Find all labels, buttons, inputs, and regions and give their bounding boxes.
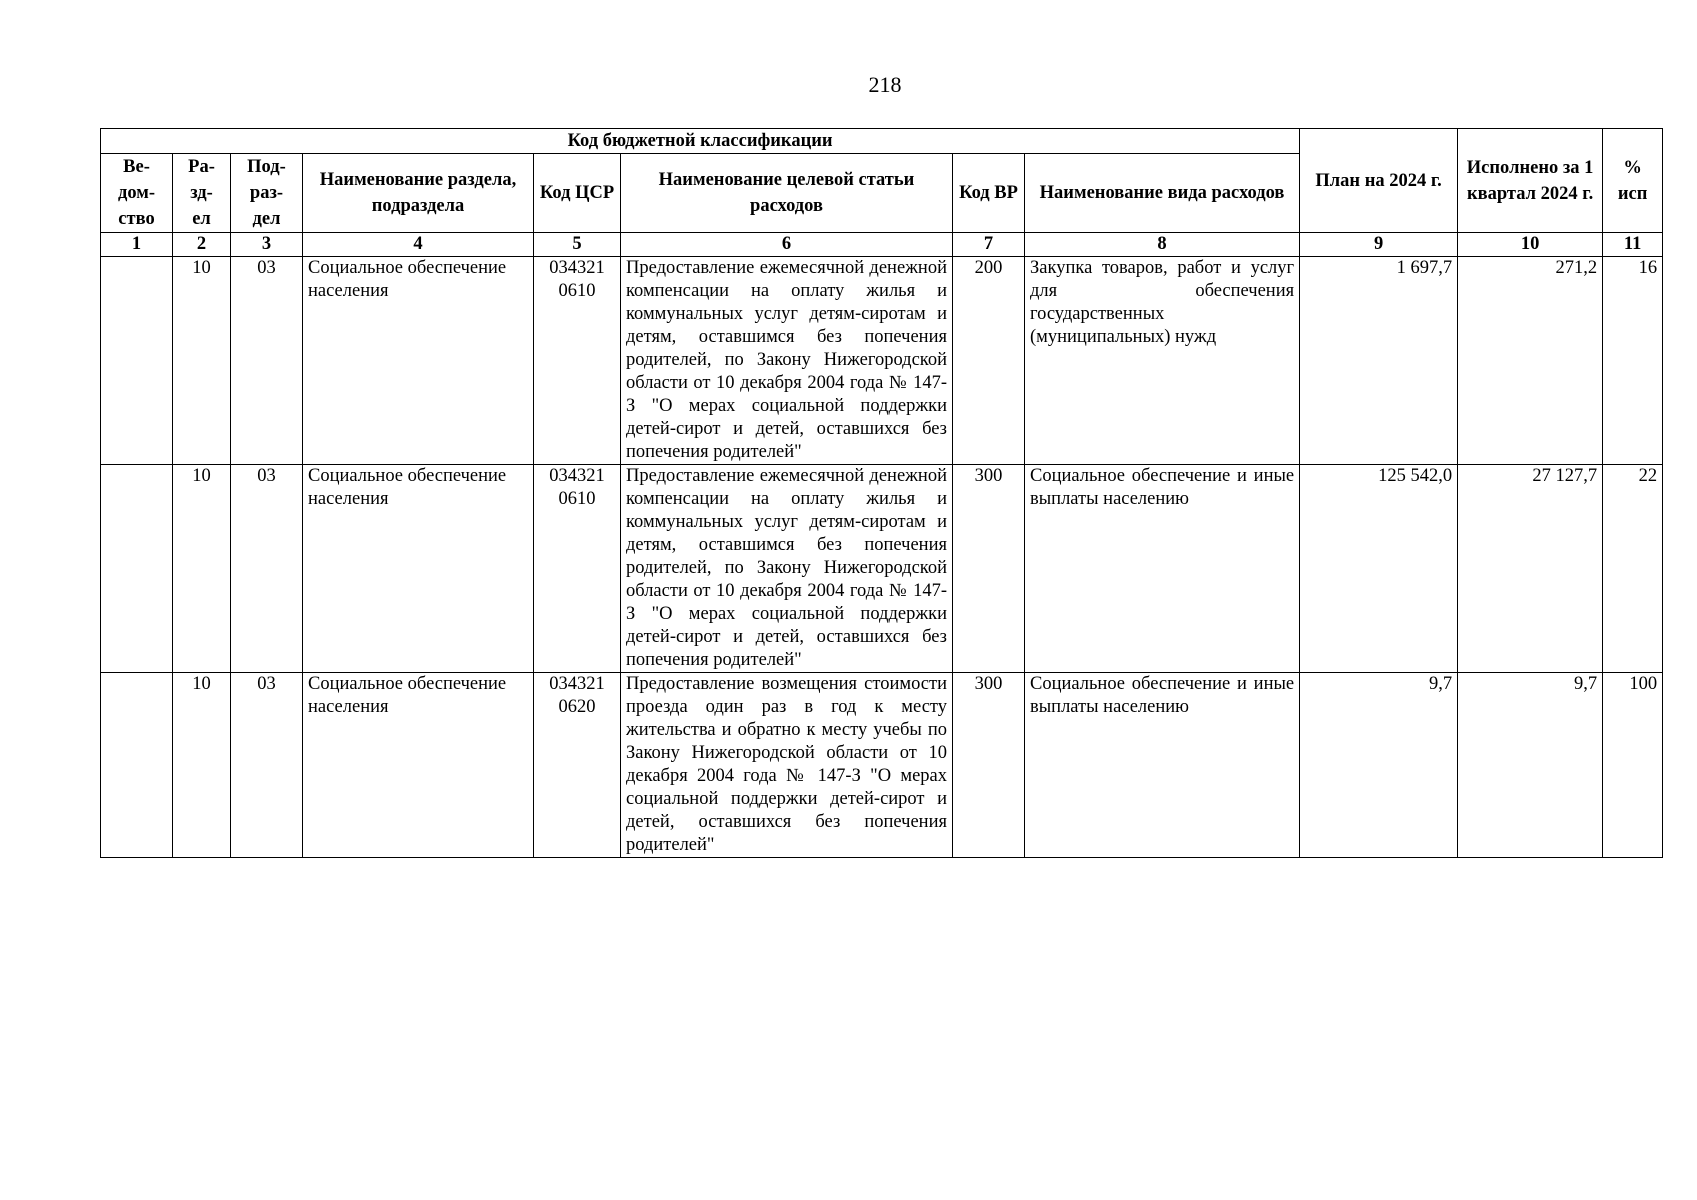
name-target-cell: Предоставление возмещения стоимости проезда один раз в год к месту жительства и обратно к месту учебы по Закону Нижегородской области от 10 декабря 2004 года № 147-З "О мерах социальной поддержки детей-сирот и детей, оставшихся без попечения родителей" [621, 673, 953, 858]
name-razdel-cell: Социальное обеспечение населения [303, 257, 534, 465]
name-vr-cell: Закупка товаров, работ и услуг для обеспечения государственных (муниципальных) нужд [1025, 257, 1300, 465]
percent-header: % исп [1603, 129, 1663, 233]
kod-csr-cell: 034321 0620 [534, 673, 621, 858]
name-vr-header: Наименование вида расходов [1025, 154, 1300, 233]
executed-header: Исполнено за 1 квартал 2024 г. [1458, 129, 1603, 233]
kod-vr-cell: 300 [953, 673, 1025, 858]
plan-cell: 125 542,0 [1300, 465, 1458, 673]
kod-csr-cell: 034321 0610 [534, 257, 621, 465]
column-number: 9 [1300, 233, 1458, 257]
kod-vr-cell: 300 [953, 465, 1025, 673]
podrazdel-cell: 03 [231, 257, 303, 465]
column-number: 1 [101, 233, 173, 257]
budget-table [100, 128, 1663, 858]
column-number: 10 [1458, 233, 1603, 257]
vedomstvo-header: Ве- дом- ство [101, 154, 173, 233]
budget-classification-header: Код бюджетной классификации [101, 129, 1300, 154]
percent-cell: 100 [1603, 673, 1663, 858]
razdel-cell: 10 [173, 673, 231, 858]
kod-csr-cell: 034321 0610 [534, 465, 621, 673]
executed-cell: 27 127,7 [1458, 465, 1603, 673]
percent-cell: 16 [1603, 257, 1663, 465]
plan-cell: 1 697,7 [1300, 257, 1458, 465]
name-target-cell: Предоставление ежемесячной денежной компенсации на оплату жилья и коммунальных услуг детям-сиротам и детям, оставшимся без попечения родителей, по Закону Нижегородской области от 10 декабря 2004 года № 147-З "О мерах социальной поддержки детей-сирот и детей, оставшихся без попечения родителей" [621, 257, 953, 465]
column-number: 11 [1603, 233, 1663, 257]
name-vr-cell: Социальное обеспечение и иные выплаты населению [1025, 465, 1300, 673]
kod-csr-header: Код ЦСР [534, 154, 621, 233]
name-razdel-cell: Социальное обеспечение населения [303, 465, 534, 673]
razdel-cell: 10 [173, 465, 231, 673]
percent-cell: 22 [1603, 465, 1663, 673]
column-number: 8 [1025, 233, 1300, 257]
page-number: 218 [868, 72, 902, 97]
table-row [101, 465, 1663, 673]
plan-header: План на 2024 г. [1300, 129, 1458, 233]
name-razdel-header: Наименование раздела, подраздела [303, 154, 534, 233]
column-number: 3 [231, 233, 303, 257]
name-vr-cell: Социальное обеспечение и иные выплаты населению [1025, 673, 1300, 858]
razdel-cell: 10 [173, 257, 231, 465]
name-target-cell: Предоставление ежемесячной денежной компенсации на оплату жилья и коммунальных услуг детям-сиротам и детям, оставшимся без попечения родителей, по Закону Нижегородской области от 10 декабря 2004 года № 147-З "О мерах социальной поддержки детей-сирот и детей, оставшихся без попечения родителей" [621, 465, 953, 673]
vedomstvo-cell [101, 465, 173, 673]
vedomstvo-cell [101, 673, 173, 858]
column-number: 7 [953, 233, 1025, 257]
podrazdel-cell: 03 [231, 465, 303, 673]
column-number: 5 [534, 233, 621, 257]
column-number: 2 [173, 233, 231, 257]
plan-cell: 9,7 [1300, 673, 1458, 858]
executed-cell: 9,7 [1458, 673, 1603, 858]
name-razdel-cell: Социальное обеспечение населения [303, 673, 534, 858]
column-number: 4 [303, 233, 534, 257]
name-target-header: Наименование целевой статьи расходов [621, 154, 953, 233]
column-number: 6 [621, 233, 953, 257]
vedomstvo-cell [101, 257, 173, 465]
executed-cell: 271,2 [1458, 257, 1603, 465]
kod-vr-header: Код ВР [953, 154, 1025, 233]
table-row [101, 673, 1663, 858]
kod-vr-cell: 200 [953, 257, 1025, 465]
podrazdel-cell: 03 [231, 673, 303, 858]
razdel-header: Ра- зд- ел [173, 154, 231, 233]
table-row [101, 257, 1663, 465]
podrazdel-header: Под- раз- дел [231, 154, 303, 233]
